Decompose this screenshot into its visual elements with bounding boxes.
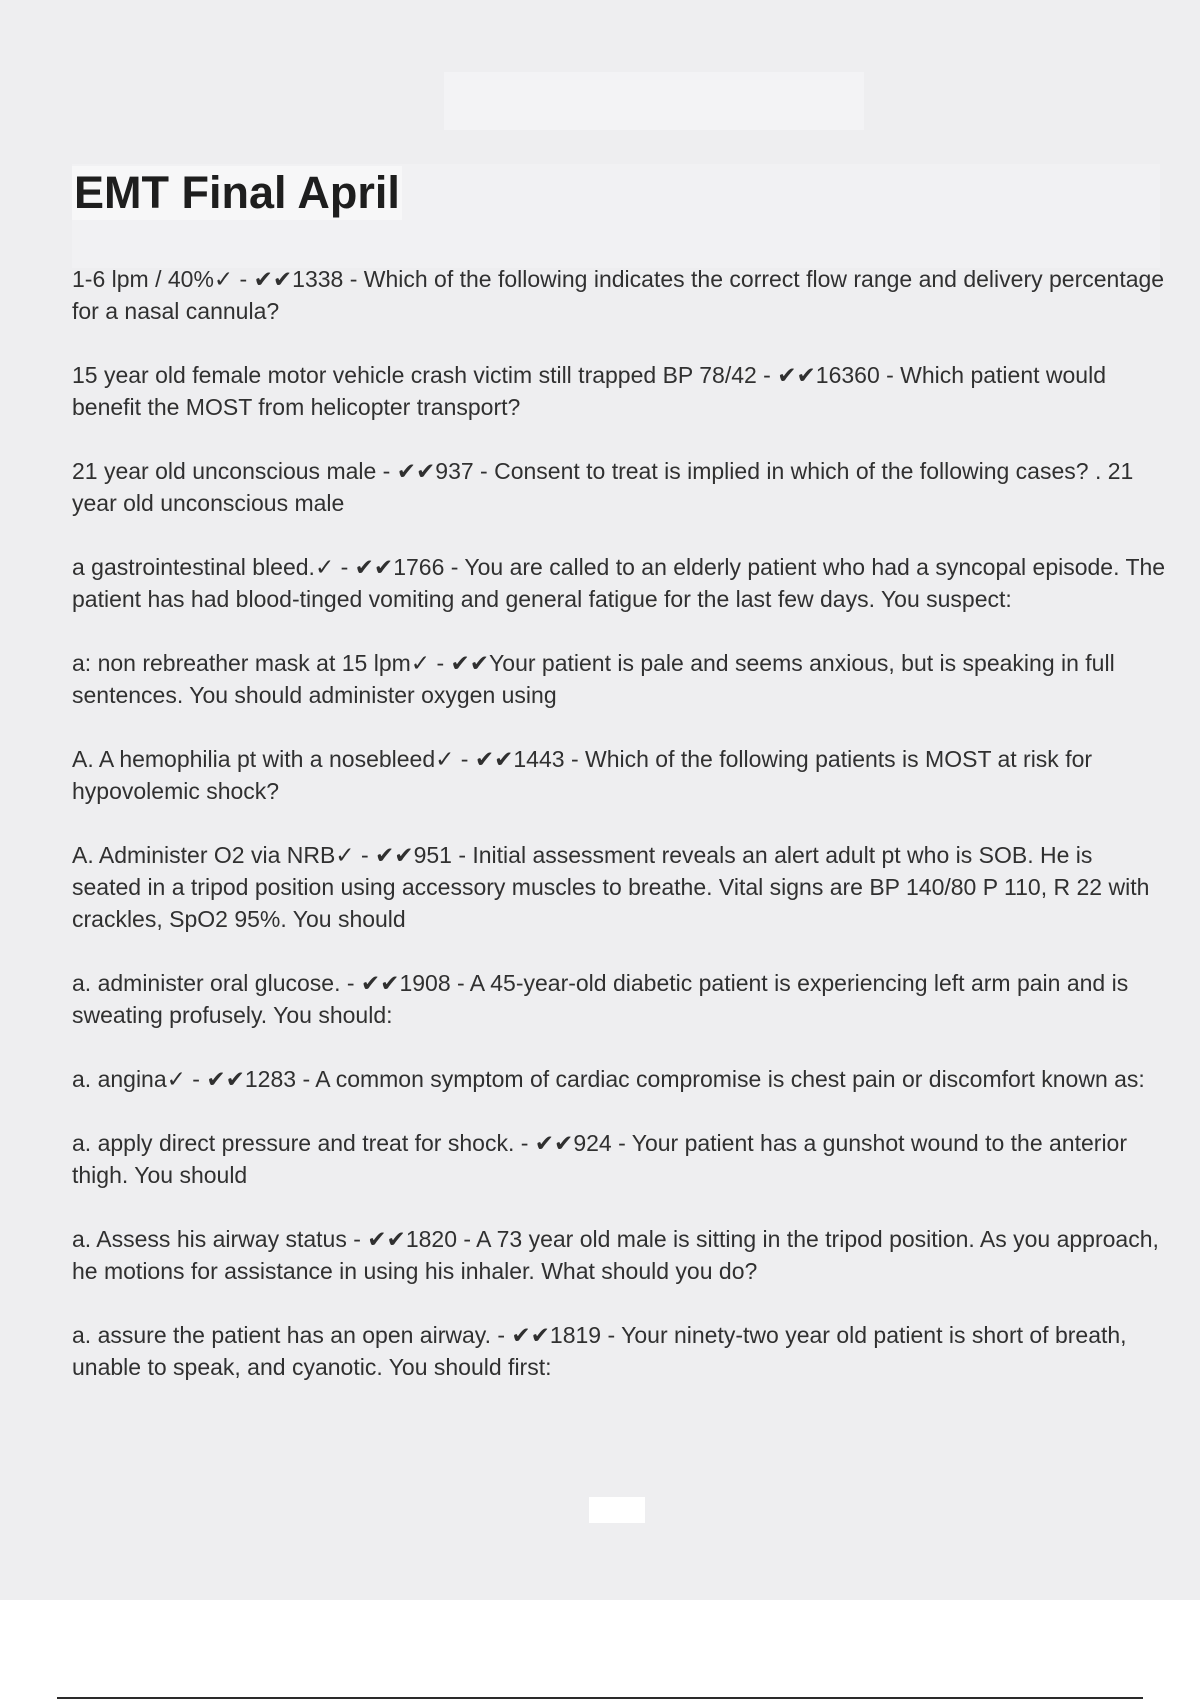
list-item: 21 year old unconscious male - ✔✔937 - Consent to treat is implied in which of the following cases? . 21 year old unconscious male	[72, 458, 1134, 516]
list-item: a. Assess his airway status - ✔✔1820 - A 73 year old male is sitting in the tripod position. As you approach, he motions for assistance in using his inhaler. What should you do?	[72, 1226, 1159, 1284]
document-title: EMT Final April	[74, 167, 400, 218]
list-item: 1-6 lpm / 40%✓ - ✔✔1338 - Which of the following indicates the correct flow range and delivery percentage for a nasal cannula?	[72, 266, 1165, 324]
list-item: a. angina✓ - ✔✔1283 - A common symptom of cardiac compromise is chest pain or discomfort known as:	[72, 1066, 1145, 1092]
list-item: A. A hemophilia pt with a nosebleed✓ - ✔✔1443 - Which of the following patients is MOST at risk for hypovolemic shock?	[72, 746, 1093, 804]
list-item: A. Administer O2 via NRB✓ - ✔✔951 - Initial assessment reveals an alert adult pt who is SOB. He is seated in a tripod position using accessory muscles to breathe. Vital signs are BP 140/80 P 110, R 22 with crackles, SpO2 95%. You should	[72, 842, 1150, 932]
redacted-header-area	[444, 72, 864, 130]
list-item: a gastrointestinal bleed.✓ - ✔✔1766 - You are called to an elderly patient who had a syncopal episode. The patient has had blood-tinged vomiting and general fatigue for the last few days. You suspect:	[72, 554, 1166, 612]
question-list	[72, 263, 1167, 1415]
footer-divider	[57, 1697, 1143, 1699]
list-item: 15 year old female motor vehicle crash victim still trapped BP 78/42 - ✔✔16360 - Which patient would benefit the MOST from helicopter transport?	[72, 362, 1107, 420]
list-item: a. administer oral glucose. - ✔✔1908 - A 45-year-old diabetic patient is experiencing left arm pain and is sweating profusely. You should:	[72, 970, 1129, 1028]
page-number-placeholder	[589, 1497, 645, 1523]
list-item: a. assure the patient has an open airway. - ✔✔1819 - Your ninety-two year old patient is short of breath, unable to speak, and cyanotic. You should first:	[72, 1322, 1127, 1380]
list-item: a: non rebreather mask at 15 lpm✓ - ✔✔Your patient is pale and seems anxious, but is speaking in full sentences. You should administer oxygen using	[72, 650, 1115, 708]
list-item: a. apply direct pressure and treat for shock. - ✔✔924 - Your patient has a gunshot wound to the anterior thigh. You should	[72, 1130, 1128, 1188]
